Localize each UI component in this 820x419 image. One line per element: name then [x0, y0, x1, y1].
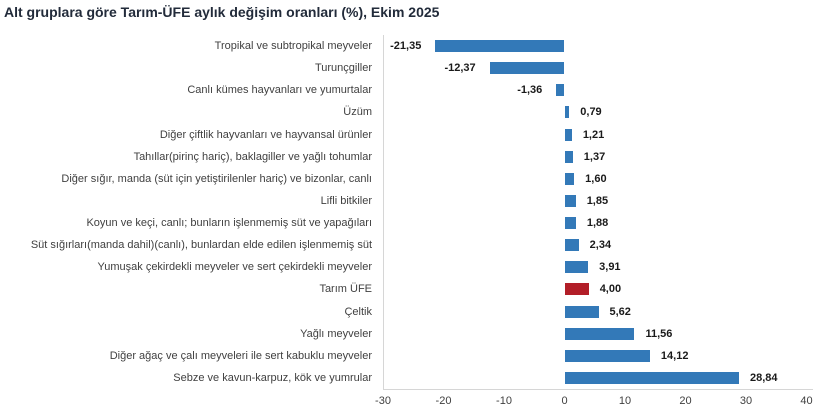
- x-axis-tick-label: -30: [375, 395, 391, 407]
- bar: [565, 372, 739, 384]
- value-label: 4,00: [599, 283, 622, 296]
- category-label: Yumuşak çekirdekli meyveler ve sert çekirdekli meyveler: [97, 261, 372, 274]
- value-label: 1,21: [582, 128, 605, 141]
- bar: [565, 239, 579, 251]
- category-label: Tarım ÜFE: [319, 283, 372, 296]
- bar: [565, 106, 570, 118]
- bar: [565, 151, 573, 163]
- x-axis-line: [383, 389, 813, 390]
- value-label: 3,91: [599, 261, 621, 274]
- value-label: 14,12: [660, 349, 689, 362]
- value-label: 1,85: [586, 194, 609, 207]
- value-label: 1,60: [585, 172, 607, 185]
- value-label: 1,88: [586, 217, 609, 230]
- chart-title: Alt gruplara göre Tarım-ÜFE aylık değişim oranları (%), Ekim 2025: [4, 4, 440, 20]
- bar: [435, 40, 564, 52]
- x-axis-tick-label: 10: [618, 395, 632, 407]
- value-label: 5,62: [609, 305, 631, 318]
- x-axis-tick-label: 40: [800, 395, 813, 407]
- bar: [490, 62, 565, 74]
- bar: [565, 328, 635, 340]
- value-label: -1,36: [517, 84, 543, 97]
- category-label: Diğer ağaç ve çalı meyveleri ile sert kabuklu meyveler: [109, 349, 372, 362]
- category-label: Sebze ve kavun-karpuz, kök ve yumrular: [173, 371, 372, 384]
- category-label: Yağlı meyveler: [300, 327, 372, 340]
- bar: [565, 173, 575, 185]
- category-label: Çeltik: [344, 305, 372, 318]
- x-axis-tick-label: -20: [435, 395, 452, 407]
- category-label: Koyun ve keçi, canlı; bunların işlenmemiş süt ve yapağıları: [86, 217, 372, 230]
- category-label: Süt sığırları(manda dahil)(canlı), bunlardan elde edilen işlenmemiş süt: [30, 239, 372, 252]
- bar: [565, 350, 650, 362]
- value-label: 28,84: [749, 371, 778, 384]
- bar: [565, 283, 589, 295]
- category-axis-line: [383, 35, 384, 389]
- category-label: Tropikal ve subtropikal meyveler: [214, 40, 372, 53]
- x-axis-tick-label: 30: [739, 395, 753, 407]
- value-label: -12,37: [444, 62, 476, 75]
- category-label: Tahıllar(pirinç hariç), baklagiller ve yağlı tohumlar: [133, 150, 372, 163]
- category-label: Lifli bitkiler: [320, 194, 372, 207]
- bar: [565, 306, 599, 318]
- category-label: Canlı kümes hayvanları ve yumurtalar: [187, 84, 372, 97]
- category-label: Turunçgiller: [314, 62, 372, 75]
- x-axis-tick-label: -10: [496, 395, 512, 407]
- category-label: Üzüm: [343, 106, 372, 119]
- value-label: 11,56: [645, 327, 673, 340]
- value-label: -21,35: [390, 40, 422, 53]
- x-axis-tick-label: 20: [679, 395, 692, 407]
- bar: [565, 195, 576, 207]
- bar: [565, 217, 576, 229]
- category-label: Diğer sığır, manda (süt için yetiştirilenler hariç) ve bizonlar, canlı: [61, 172, 372, 185]
- x-axis-tick-label: 0: [561, 395, 568, 407]
- bar: [565, 129, 572, 141]
- value-label: 1,37: [583, 150, 606, 163]
- value-label: 2,34: [589, 239, 612, 252]
- bar: [556, 84, 564, 96]
- bar: [565, 261, 589, 273]
- category-label: Diğer çiftlik hayvanları ve hayvansal ürünler: [159, 128, 372, 141]
- value-label: 0,79: [580, 106, 602, 119]
